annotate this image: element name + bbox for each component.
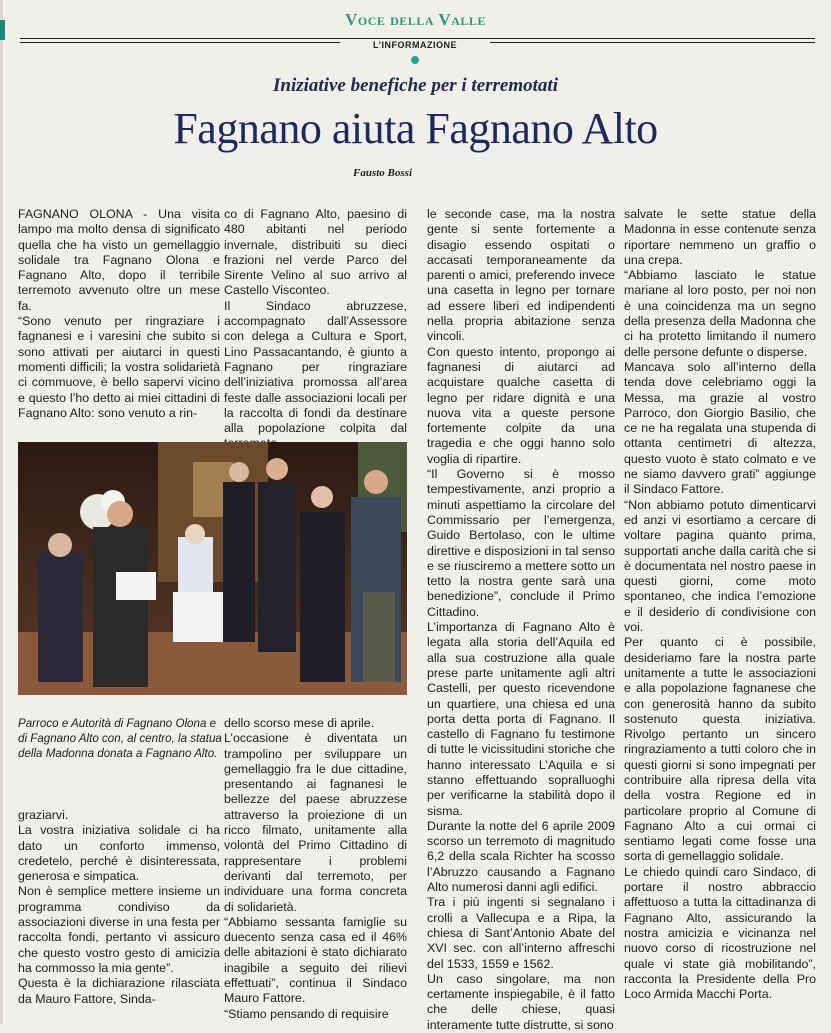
col1-bottom-text: graziarvi. La vostra iniziativa solidale ci ha dato un conforto immenso, credetelo, perché è disinteressata, generosa e simpatica. Non è semplice mettere insieme un programma condiviso da associazioni diverse in una festa per raccolta fondi, pertanto vi assicuro che questo vostro gesto di amicizia ha commosso la mia gente”. Questa è la dichiarazione rilasciata da Mauro Fattore, Sinda- [18,808,220,1006]
col4-text: salvate le sette statue della Madonna in esse contenute senza riportare nemmeno un graffio o una crepa. “Abbiamo lasciato le statue mariane al loro posto, per noi non è una coincidenza ma un segno della presenza della Madonna che ci ha protetto limitando il numero delle persone defunte o disperse. Mancava solo all’interno della tenda dove celebriamo oggi la Messa, ma grazie al vostro Parroco, don Giorgio Basilio, che ce ne ha regalata una stupenda di ottanta centimetri di altezza, questo vuoto è stato colmato e ve ne siamo davvero grati” aggiunge il Sindaco Fattore. “Non abbiamo potuto dimenticarvi ed anzi vi esortiamo a cercare di voltare pagina quanto prima, supportati anche dalla carità che si è documentata nel nostro paese in questi giorni, come moto spontaneo, che indica l’emozione e il desiderio di condivisione con voi. Per quanto ci è possibile, desideriamo fare la nostra parte unitamente a tutte le associazioni e alla popolazione fagnanese che con generosità hanno da subito sostenuto questa iniziativa. Rivolgo pertanto un sincero ringraziamento a tutti coloro che in questi giorni si sono impegnati per contribuire alla ripresa della vita della vostra Regione ed in particolare proprio al Comune di Fagnano Alto a cui ormai ci sentiamo legati come fosse una sorta di gemellaggio solidale. Le chiedo quindi caro Sindaco, di portare il nostro abbraccio affettuoso a tutta la cittadinanza di Fagnano Alto, assicurando la nostra amicizia e vicinanza nel nuovo corso di ricostruzione nel quale vi state già mobilitando”, racconta la Presidente della Pro Loco Armida Macchi Porta. [624,207,816,1002]
article-kicker: Iniziative benefiche per i terremotati [273,75,558,96]
magazine-title: Voce della Valle [345,10,486,29]
column-2-top [224,207,407,452]
col2-top-text: co di Fagnano Alto, paesino di 480 abitanti nel periodo invernale, distribuiti su dieci frazioni nel verde Parco del Sirente Velino al suo arrivo al Castello Visconteo. Il Sindaco abruzzese, accompagnato dall’Assessore con delega a Cultura e Sport, Lino Passacantando, è giunto a Fagnano per ringraziare dell’iniziativa promossa all’area feste dalle associazioni locali per la raccolta di fondi da destinare alla popolazione colpita dal [224,207,407,436]
magazine-header [0,6,831,66]
article-author: Fausto Bossi [353,167,412,179]
col3-text: le seconde case, ma la nostra gente si sente fortemente a disagio essendo ospitati o accasati temporaneamente da parenti o amici, preferendo invece una casetta in legno per tornare ad essere liberi ed indipendenti nella propria abitazione senza vincoli. Con questo intento, propongo ai fagnanesi di aiutarci ad acquistare qualche casetta di legno per ridare dignità e una nuova vita a queste persone fortemente colpite da una tragedia e che oggi hanno solo voglia di ripartire. “Il Governo si è mosso tempestivamente, anzi proprio a minuti aspettiamo la circolare del Commissario per l’emergenza, Guido Bertolaso, con le ultime direttive e disposizioni in tal senso e se riusciremo a mettere sotto un tetto la nostra gente sarà una benedizione”, conclude il Primo Cittadino. L’importanza di Fagnano Alto è legata alla storia dell’Aquila ed alla sua costruzione alla quale prese parte unitamente agli altri Castelli, per questo ricevendone un quartiere, una chiesa ed una porta detta porta di Fagnano. Il castello di Fagnano fu testimone di tutte le vicissitudini storiche che hanno interessato L’Aquila e si stanno effettuando sopralluoghi per verificarne la stabilità dopo il sisma. Durante la notte del 6 aprile 2009 scorso un terremoto di magnitudo 6,2 della scala Richter ha scosso l’Abruzzo causando a Fagnano Alto numerosi danni agli edifici. Tra i più ingenti si segnalano i crolli a Vallecupa e a Ripa, la chiesa di Sant’Antonio Abate del XVI sec. con all’interno affreschi del 1533, 1559 e 1562. Un caso singolare, ma non certamente inspiegabile, è il fatto che delle chiese, quasi interamente tutte distrutte, si sono [427,207,615,1032]
article-headline: Fagnano aiuta Fagnano Alto [173,104,658,153]
col1-top-text: FAGNANO OLONA - Una visita lampo ma molto densa di significato quella che ha visto un gemellaggio solidale tra Fagnano Olona e Fagnano Alto, dopo il terribile terremoto avvenuto oltre un mese fa. “Sono venuto per ringraziare i fagnanesi e i varesini che subito si sono attivati per aiutarci in questi momenti difficili; la vostra solidarietà ci commuove, è bello sapervi vicino e questo l’ho detto ai miei cittadini di Fagnano Alto: sono venuto a rin- [18,207,220,420]
column-2-bottom [224,716,407,1022]
column-3 [427,207,615,1033]
column-4 [624,207,816,1002]
column-1-top [18,207,220,421]
col2-bottom-text: dello scorso mese di aprile. L’occasione è diventata un trampolino per sviluppare un gemellaggio fra le due cittadine, presentando ai fagnanesi le bellezze del paese abruzzese attraverso la proiezione di un ricco filmato, unitamente alla volontà del Primo Cittadino di rappresentare i problemi derivanti dal terremoto, per individuare una forma concreta di solidarietà. “Abbiamo sessanta famiglie su duecento senza casa ed il 46% delle abitazioni è stato dichiarato inagibile a seguito dei rilievi effettuati”, continua il Sindaco Mauro Fattore. “Stiamo pensando di requisire [224,716,407,1021]
section-label: L’INFORMAZIONE [340,40,490,50]
article-photo [18,442,407,695]
header-rule [20,38,815,39]
photo-caption: Parroco e Autorità di Fagnano Olona e di Fagnano Alto con, al centro, la statua della Madonna donata a Fagnano Alto. [18,717,222,760]
section-dot [411,56,419,64]
church-group-photo [18,442,407,695]
column-1-bottom [18,808,220,1007]
